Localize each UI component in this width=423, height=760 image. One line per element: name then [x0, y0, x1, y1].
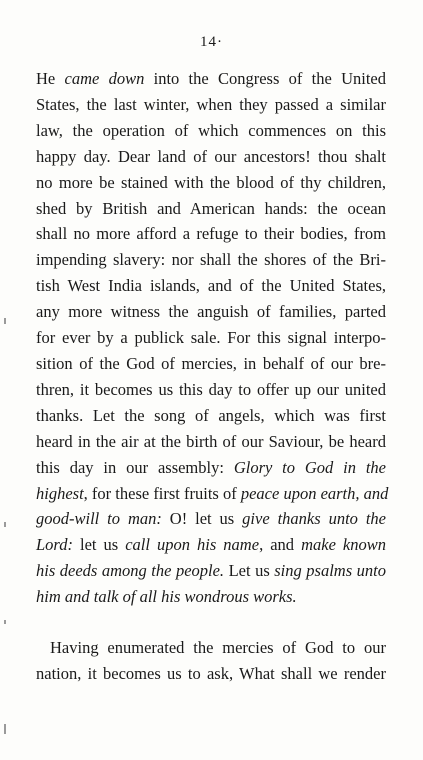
text-line	[36, 403, 386, 429]
text-line	[36, 247, 386, 273]
italic-text: peace upon earth, and	[240, 483, 389, 503]
italic-text: his deeds among the people.	[36, 561, 225, 581]
italic-text: good-will to man:	[36, 509, 162, 529]
text-line	[36, 273, 386, 299]
italic-text: sing psalms unto	[274, 561, 386, 581]
text-run: for ever by a publick sale. For this signal interpo-	[36, 328, 386, 348]
text-line	[36, 351, 386, 377]
text-run: happy day. Dear land of our ancestors! thou shalt	[36, 146, 386, 166]
text-run: tish West India islands, and of the United States,	[36, 276, 386, 296]
italic-text: him and talk of all his wondrous works.	[36, 587, 297, 607]
paragraph-gap	[36, 610, 386, 635]
text-run: O! let us	[161, 509, 243, 529]
italic-text: Glory to God in the	[233, 457, 387, 477]
text-line	[36, 92, 386, 118]
text-line	[36, 558, 386, 584]
text-line	[36, 635, 386, 661]
italic-text: came down	[64, 69, 145, 88]
text-run: any more witness the anguish of families, parted	[36, 302, 386, 322]
text-line	[36, 506, 386, 532]
text-run: thren, it becomes us this day to offer up our united	[36, 379, 386, 399]
text-line	[36, 325, 386, 351]
paragraph-2	[36, 635, 386, 687]
text-line	[36, 221, 386, 247]
text-run: , and	[259, 535, 302, 555]
body-text	[36, 66, 389, 687]
text-line	[36, 584, 386, 610]
text-line	[36, 661, 386, 687]
text-run: Having enumerated the mercies of God to our	[50, 638, 386, 658]
paragraph-1	[36, 66, 389, 610]
text-line	[36, 144, 386, 170]
margin-mark	[4, 318, 6, 324]
italic-text: highest	[36, 483, 84, 503]
italic-text: give thanks unto the	[242, 509, 386, 529]
text-line	[36, 299, 386, 325]
text-run: He	[36, 69, 65, 88]
margin-mark	[4, 522, 6, 527]
text-run: no more be stained with the blood of thy children,	[36, 172, 386, 192]
text-run: into the Congress of the United	[144, 69, 386, 88]
text-run: law, the operation of which commences on this	[36, 120, 386, 140]
text-run: shed by British and American hands: the ocean	[36, 198, 386, 218]
text-run: heard in the air at the birth of our Saviour, be heard	[36, 431, 386, 451]
text-line	[36, 481, 389, 507]
page-number: 14·	[200, 34, 223, 50]
italic-text: call upon his name	[125, 535, 260, 555]
text-run: impending slavery: nor shall the shores of the Bri-	[36, 250, 386, 270]
text-run: thanks. Let the song of angels, which was first	[36, 405, 386, 425]
italic-text: Lord:	[36, 535, 73, 555]
text-run: States, the last winter, when they passed a similar	[36, 94, 386, 114]
text-run: nation, it becomes us to ask, What shall we render	[36, 663, 386, 683]
italic-text: make known	[301, 535, 386, 555]
text-run: , for these first fruits of	[83, 483, 241, 503]
text-line	[36, 532, 386, 558]
margin-mark	[4, 620, 6, 624]
text-run: shall no more afford a refuge to their bodies, from	[36, 224, 386, 244]
text-line	[36, 196, 386, 222]
text-line	[36, 429, 386, 455]
text-line	[36, 66, 386, 92]
margin-mark	[4, 724, 6, 734]
text-line	[36, 170, 386, 196]
text-line	[36, 118, 386, 144]
text-run: this day in our assembly:	[36, 457, 234, 477]
text-run: let us	[72, 535, 126, 555]
text-line	[36, 377, 386, 403]
text-run: sition of the God of mercies, in behalf of our bre-	[36, 353, 386, 373]
text-line	[36, 455, 386, 481]
text-run: Let us	[224, 561, 275, 581]
